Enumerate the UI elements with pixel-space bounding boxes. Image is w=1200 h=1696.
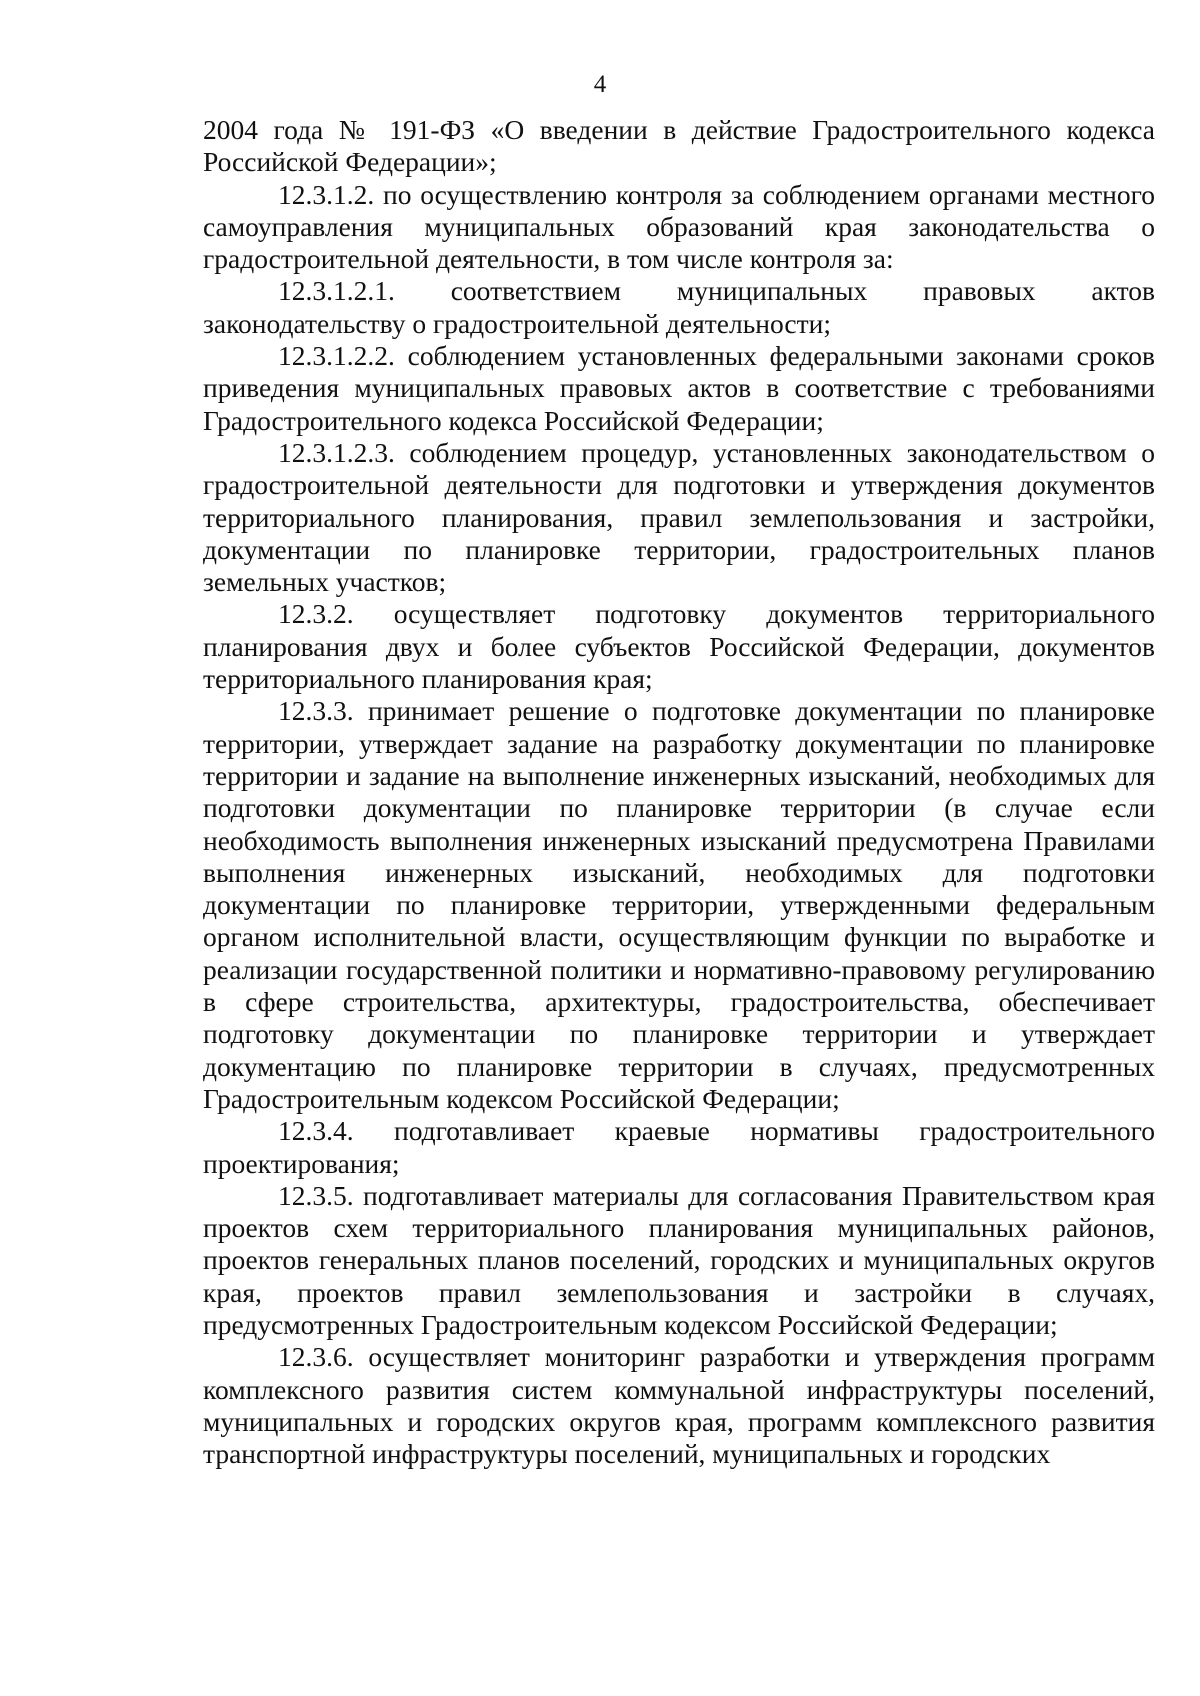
page-number: 4 — [593, 71, 607, 98]
paragraph-12-3-5: 12.3.5. подготавливает материалы для согласования Правительством края проектов схем территориального планирования муниципальных районов, проектов генеральных планов поселений, городских и муниципальных округов края, проектов правил землепользования и застройки в случаях, предусмотренных Градостроительным кодексом Российской Федерации; — [203, 1179, 1155, 1340]
paragraph-12-3-1-2-2: 12.3.1.2.2. соблюдением установленных федеральными законами сроков приведения муниципальных правовых актов в соответствие с требованиями Градостроительного кодекса Российской Федерации; — [203, 340, 1155, 436]
paragraph-12-3-1-2-3: 12.3.1.2.3. соблюдением процедур, установленных законодательством о градостроительной деятельности для подготовки и утверждения документов территориального планирования, правил землепользования и застройки, документации по планировке территории, градостроительных планов земельных участков; — [203, 436, 1155, 598]
paragraph-12-3-1-2: 12.3.1.2. по осуществлению контроля за соблюдением органами местного самоуправления муниципальных образований края законодательства о градостроительной деятельности, в том числе контроля за: — [203, 178, 1155, 275]
paragraph-12-3-1-2-1: 12.3.1.2.1. соответствием муниципальных правовых актов законодательству о градостроительной деятельности; — [203, 275, 1155, 339]
paragraph-continuation: 2004 года № 191-ФЗ «О введении в действие Градостроительного кодекса Российской Федерации»; — [203, 114, 1155, 178]
document-body — [203, 114, 1155, 1470]
paragraph-12-3-6: 12.3.6. осуществляет мониторинг разработки и утверждения программ комплексного развития систем коммунальной инфраструктуры поселений, муниципальных и городских округов края, программ комплексного развития транспортной инфраструктуры поселений, муниципальных и городских — [203, 1341, 1155, 1470]
paragraph-12-3-4: 12.3.4. подготавливает краевые нормативы градостроительного проектирования; — [203, 1115, 1155, 1179]
paragraph-12-3-2: 12.3.2. осуществляет подготовку документов территориального планирования двух и более субъектов Российской Федерации, документов территориального планирования края; — [203, 598, 1155, 695]
paragraph-12-3-3: 12.3.3. принимает решение о подготовке документации по планировке территории, утверждает задание на разработку документации по планировке территории и задание на выполнение инженерных изысканий, необходимых для подготовки документации по планировке территории (в случае если необходимость выполнения инженерных изысканий предусмотрена Правилами выполнения инженерных изысканий, необходимых для подготовки документации по планировке территории, утвержденными федеральным органом исполнительной власти, осуществляющим функции по выработке и реализации государственной политики и нормативно-правовому регулированию в сфере строительства, архитектуры, градостроительства, обеспечивает подготовку документации по планировке территории и утверждает документацию по планировке территории в случаях, предусмотренных Градостроительным кодексом Российской Федерации; — [203, 695, 1155, 1114]
